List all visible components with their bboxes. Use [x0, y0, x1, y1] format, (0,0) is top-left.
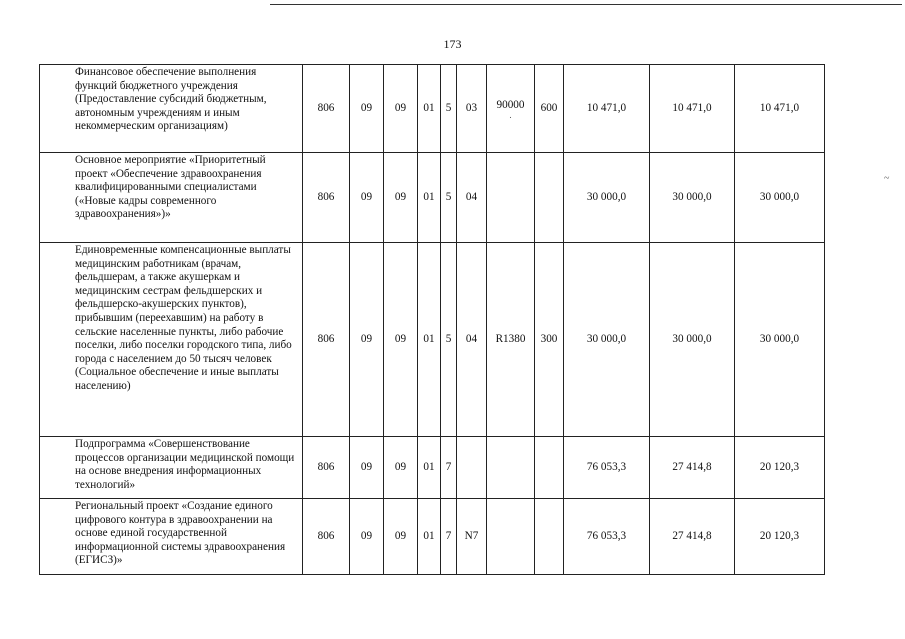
sum-1-cell: 30 000,0	[564, 153, 650, 243]
sum-3-cell: 20 120,3	[735, 437, 825, 499]
pr-cell: 09	[384, 243, 418, 437]
pr-cell: 09	[384, 153, 418, 243]
sum-2-cell: 27 414,8	[650, 437, 735, 499]
pr-cell: 09	[384, 499, 418, 575]
sum-2-cell: 27 414,8	[650, 499, 735, 575]
csr-2-cell: 5	[441, 65, 457, 153]
gr-cell: 806	[303, 437, 350, 499]
page-number: 173	[443, 37, 462, 51]
csr-1-cell: 01	[418, 243, 441, 437]
sum-3-cell: 20 120,3	[735, 499, 825, 575]
table-row	[40, 243, 825, 437]
csr-4-cell	[487, 499, 535, 575]
table-row	[40, 499, 825, 575]
header-rule	[270, 4, 902, 5]
pr-cell: 09	[384, 65, 418, 153]
sum-3-cell: 30 000,0	[735, 153, 825, 243]
sum-2-cell: 10 471,0	[650, 65, 735, 153]
margin-mark: ~	[884, 173, 890, 184]
row-name-cell: Единовременные компенсационные выплаты медицинским работникам (врачам, фельдшерам, а также акушеркам и медицинским сестрам фельдшерских и фельдшерско-акушерских пунктов), прибывшим (переехавшим) на работу в сельские населенные пункты, либо рабочие поселки, либо поселки городского типа, либо города с населением до 50 тысяч человек (Социальное обеспечение и иные выплаты населению)	[40, 243, 303, 437]
csr-2-cell: 5	[441, 243, 457, 437]
table-row	[40, 65, 825, 153]
row-name-cell: Основное мероприятие «Приоритетный проект «Обеспечение здравоохранения квалифицированными специалистами («Новые кадры современного здравоохранения»)»	[40, 153, 303, 243]
csr-3-cell	[457, 437, 487, 499]
vr-cell: 300	[535, 243, 564, 437]
csr-2-cell: 7	[441, 499, 457, 575]
csr-3-cell: N7	[457, 499, 487, 575]
gr-cell: 806	[303, 499, 350, 575]
vr-cell	[535, 499, 564, 575]
row-name-cell: Региональный проект «Создание единого цифрового контура в здравоохранении на основе единой государственной информационной системы здравоохранения (ЕГИСЗ)»	[40, 499, 303, 575]
sum-1-cell: 10 471,0	[564, 65, 650, 153]
vr-cell	[535, 437, 564, 499]
budget-table	[39, 64, 825, 575]
sum-1-cell: 30 000,0	[564, 243, 650, 437]
table-row	[40, 153, 825, 243]
vr-cell	[535, 153, 564, 243]
gr-cell: 806	[303, 243, 350, 437]
sum-1-cell: 76 053,3	[564, 437, 650, 499]
csr-1-cell: 01	[418, 153, 441, 243]
csr-3-cell: 03	[457, 65, 487, 153]
csr-4-cell	[487, 153, 535, 243]
vr-cell: 600	[535, 65, 564, 153]
sum-2-cell: 30 000,0	[650, 243, 735, 437]
sum-3-cell: 10 471,0	[735, 65, 825, 153]
row-name-cell: Финансовое обеспечение выполнения функций бюджетного учреждения (Предоставление субсидий бюджетным, автономным учреждениям и иным некоммерческим организациям)	[40, 65, 303, 153]
csr-3-cell: 04	[457, 153, 487, 243]
csr-1-cell: 01	[418, 437, 441, 499]
pr-cell: 09	[384, 437, 418, 499]
csr-3-cell: 04	[457, 243, 487, 437]
rz-cell: 09	[350, 243, 384, 437]
rz-cell: 09	[350, 437, 384, 499]
gr-cell: 806	[303, 153, 350, 243]
rz-cell: 09	[350, 65, 384, 153]
csr-4-cell	[487, 437, 535, 499]
csr-1-cell: 01	[418, 65, 441, 153]
row-name-cell: Подпрограмма «Совершенствование процессов организации медицинской помощи на основе внедрения информационных технологий»	[40, 437, 303, 499]
sum-2-cell: 30 000,0	[650, 153, 735, 243]
csr-4-cell: R1380	[487, 243, 535, 437]
csr-4-cell: 90000 .	[487, 65, 535, 153]
table-row	[40, 437, 825, 499]
sum-3-cell: 30 000,0	[735, 243, 825, 437]
csr-1-cell: 01	[418, 499, 441, 575]
csr-2-cell: 7	[441, 437, 457, 499]
sum-1-cell: 76 053,3	[564, 499, 650, 575]
rz-cell: 09	[350, 153, 384, 243]
csr-2-cell: 5	[441, 153, 457, 243]
rz-cell: 09	[350, 499, 384, 575]
gr-cell: 806	[303, 65, 350, 153]
